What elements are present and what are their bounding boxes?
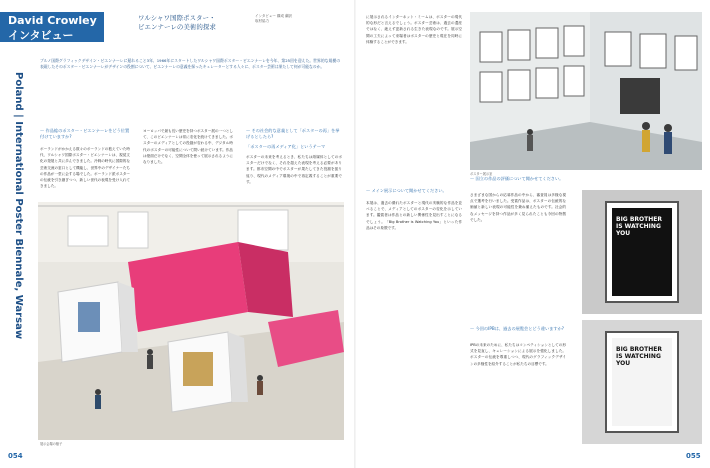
left-col-3: ポスターの未来を考えるとき、私たちは紙媒体としてのポスターだけでなく、それを超えた表現を考える必要があります。都市空間の中でポスターが果たしてきた役割を振り返り、現代のメディア環境の中で再定義することが重要です。 (246, 155, 342, 184)
article-type: インタビュー (8, 29, 74, 42)
right-col-1: に展示されるインターネット・ミームは、ポスターの現代的な形だと言えるでしょう。ポスター芸術は、過去の遺産ではなく、絶えず更新される生きた表現なのです。展示空間の工夫によって来場者はポスターの歴史と現在を同時に体験することができます。 (366, 15, 462, 44)
poster-text-1: BIG BROTHER IS WATCHING YOU (616, 216, 662, 237)
installation-illustration (38, 202, 344, 440)
poster-photo-1 (582, 190, 702, 314)
interviewee-name: David Crowley (8, 14, 97, 27)
installation-photo (38, 202, 344, 440)
gallery-photo (470, 12, 702, 170)
question-6: ー 今回のIPBは、過去の展覧会とどう違いますか? (470, 326, 564, 331)
lead-paragraph: ブルノ国際グラフィックデザイン・ビエンナーレに遅れること3年、1966年にスタートしたワルシャワ国際ポスター・ビエンナーレを今年、第25回を迎えた。世界的な規模の表現したそのポスター・ビエンナーレがデザインの役割について、ビエンナーレの意義を探ったキュレーターとする人々に、ポスター芸術は果たして何が可能なのか。 (40, 58, 340, 70)
page-number-right: 055 (686, 452, 701, 460)
question-2: ー その社会的な意義として「ポスターの再」を挙げるとしたら? (246, 128, 340, 140)
right-col-2: 本展は、過去の優れたポスターと現代の実験的な作品を並べることで、メディアとしてのポスターの変化を示しています。鑑賞者は作品との新しい関係性を見出すことになるでしょう。「Big Brother is Watching You」といった作品はその象徴です。 (366, 201, 462, 230)
question-3: 「ポスターの再メディア化」というテーマ (246, 144, 326, 149)
left-col-2: ヨーロッパで最も長い歴史を持つポスター展の一つとして、このビエンナーレは常に変化を続けてきました。ポスターのメディアとしての役割が変わる中、デジタル時代のポスターの可能性について問い続けています。作品は壁面だけでなく、空間全体を使って展示されるようになりました。 (143, 129, 233, 165)
right-col-3: さまざまな国からの応募作品の中から、審査員は多様な視点で選考を行いました。受賞作品は、ポスターの伝統的な価値と新しい表現の可能性を兼ね備えたものです。社会的なメッセージを持つ作品が多く見られたことも今回の特徴でした。 (470, 193, 566, 222)
article-subtitle: ワルシャワ国際ポスター・ ビエンナーレの美術的探求 (138, 14, 216, 31)
gallery-caption: ポスター展示室 (470, 172, 493, 176)
page-gutter (354, 0, 356, 468)
article-header (0, 12, 104, 42)
credit: インタビュー 構成 翻訳 取材協力 (255, 14, 293, 23)
right-col-4: IPBの未来のために、私たちはコンペティションとしての形式を見直し、キュレーションによる展示を強化しました。ポスターの伝統を尊重しつつ、現代のグラフィックデザインの多様性を紹介することが私たちの目標です。 (470, 343, 566, 366)
question-5: ー 国立の作品の評価について聞かせてください。 (470, 176, 564, 181)
poster-text-2: BIG BROTHER IS WATCHING YOU (616, 346, 662, 367)
poster-photo-2 (582, 320, 702, 444)
section-vertical-tag: Poland | International Poster Biennale, Warsaw (13, 72, 24, 340)
installation-caption: 展示会場の様子 (40, 442, 63, 446)
page-number-left: 054 (8, 452, 23, 460)
question-4: ー メイン展示について聞かせてください。 (366, 188, 447, 193)
gallery-illustration (470, 12, 702, 170)
question-1: ー 作品総のポスター・ビエンナーレをどう位置付けていますか? (40, 128, 130, 140)
left-col-1: ポーランドがかかえる数々のポーランドの抱えていた時代、ワルシャワ国際ポスター・ビエンナーレは、視覚文化の発展と共に歩んできました。冷戦の時代に国際的な芸術交流の窓口として機能し、世界中のデザイナーたちの作品が一堂に会する場でした。ポーランド派ポスターの伝統を引き継ぎつつ、新しい世代の表現を受け入れてきました。 (40, 147, 130, 189)
